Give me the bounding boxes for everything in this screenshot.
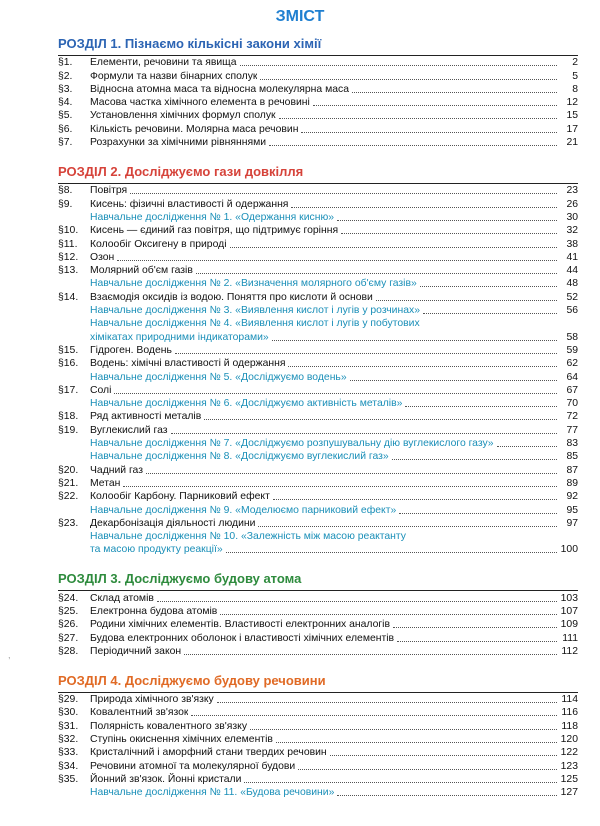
toc-rows: [58, 693, 578, 799]
page-number: 59: [566, 344, 578, 356]
entry-number: §16.: [58, 358, 79, 370]
page-number: 72: [566, 411, 578, 423]
section-2: [58, 161, 578, 556]
toc-entry: [58, 136, 578, 149]
entry-title: Родини хімічних елементів. Властивості електронних аналогів: [90, 619, 390, 631]
leader-dots: [341, 233, 557, 234]
entry-number: §18.: [58, 411, 79, 423]
toc-entry: [58, 197, 578, 210]
study-entry: [58, 330, 578, 343]
study-entry: [58, 397, 578, 410]
entry-number: §29.: [58, 694, 79, 706]
margin-mark: ,: [8, 650, 11, 660]
leader-dots: [184, 654, 557, 655]
page-number: 2: [572, 57, 578, 69]
entry-title: Навчальне дослідження № 2. «Визначення молярного об'єму газів»: [90, 278, 417, 290]
toc-entry: [58, 733, 578, 746]
entry-title: Навчальне дослідження № 9. «Моделюємо парниковий ефект»: [90, 504, 397, 516]
entry-title: та масою продукту реакції»: [90, 544, 223, 556]
study-entry: [58, 437, 578, 450]
leader-dots: [273, 499, 557, 500]
study-entry: [58, 503, 578, 516]
page-number: 100: [560, 544, 578, 556]
leader-dots: [279, 118, 557, 119]
toc-entry: [58, 490, 578, 503]
entry-title: Навчальне дослідження № 4. «Виявлення кислот і лугів у побутових: [90, 318, 420, 330]
toc-entry: [58, 290, 578, 303]
entry-title: Кисень: фізичні властивості й одержання: [90, 198, 289, 210]
page-number: 64: [566, 371, 578, 383]
leader-dots: [288, 366, 557, 367]
toc-entry: [58, 384, 578, 397]
leader-dots: [196, 273, 557, 274]
entry-title: Природа хімічного зв'язку: [90, 694, 214, 706]
entry-title: Навчальне дослідження № 5. «Досліджуємо водень»: [90, 371, 347, 383]
page-number: 122: [560, 747, 578, 759]
entry-number: §27.: [58, 632, 79, 644]
page-number: 92: [566, 491, 578, 503]
entry-title: хімікатах природними індикаторами»: [90, 331, 269, 343]
toc-entry: [58, 746, 578, 759]
page-number: 97: [566, 517, 578, 529]
entry-title: Формули та назви бінарних сполук: [90, 70, 258, 82]
page-number: 23: [566, 185, 578, 197]
entry-title: Навчальне дослідження № 1. «Одержання кисню»: [90, 211, 335, 223]
page-number: 44: [566, 265, 578, 277]
entry-number: §21.: [58, 477, 79, 489]
toc-entry: [58, 591, 578, 604]
study-entry: [58, 543, 578, 556]
entry-title: Колообіг Оксигену в природі: [90, 238, 227, 250]
page-number: 111: [562, 632, 578, 644]
toc-entry: [58, 56, 578, 69]
entry-title: Кристалічний і аморфний стани твердих речовин: [90, 747, 327, 759]
entry-title: Ковалентний зв'язок: [90, 707, 189, 719]
toc-entry: [58, 83, 578, 96]
entry-number: §15.: [58, 344, 79, 356]
entry-number: §33.: [58, 747, 79, 759]
leader-dots: [146, 473, 557, 474]
entry-title: Взаємодія оксидів із водою. Поняття про кислоти й основи: [90, 291, 373, 303]
leader-dots: [114, 393, 557, 394]
entry-number: §6.: [58, 123, 73, 135]
leader-dots: [376, 300, 557, 301]
page-number: 70: [566, 398, 578, 410]
study-entry: [58, 304, 578, 317]
entry-number: §12.: [58, 251, 79, 263]
entry-number: §35.: [58, 773, 79, 785]
entry-number: §28.: [58, 645, 79, 657]
page-number: 52: [566, 291, 578, 303]
page-number: 30: [566, 211, 578, 223]
section-4: [58, 670, 578, 799]
page-number: 118: [561, 720, 578, 732]
leader-dots: [393, 627, 557, 628]
leader-dots: [220, 614, 557, 615]
page-number: 116: [561, 707, 578, 719]
entry-title: Елементи, речовини та явища: [90, 57, 237, 69]
entry-number: §5.: [58, 110, 73, 122]
page-number: 56: [566, 305, 578, 317]
entry-title: Кількість речовини. Молярна маса речовин: [90, 123, 299, 135]
entry-title: Установлення хімічних формул сполук: [90, 110, 276, 122]
entry-title: Озон: [90, 251, 115, 263]
study-entry: [58, 211, 578, 224]
section-heading: РОЗДІЛ 4. Досліджуємо будову речовини: [58, 670, 578, 693]
page-number: 112: [561, 645, 578, 657]
entry-title: Повітря: [90, 185, 128, 197]
leader-dots: [330, 755, 557, 756]
entry-number: §2.: [58, 70, 73, 82]
leader-dots: [276, 742, 557, 743]
section-heading: РОЗДІЛ 3. Досліджуємо будову атома: [58, 568, 578, 591]
page-number: 67: [566, 384, 578, 396]
entry-number: §34.: [58, 760, 79, 772]
leader-dots: [397, 641, 557, 642]
page-number: 109: [560, 619, 578, 631]
page-number: 77: [566, 424, 578, 436]
toc-entry: [58, 759, 578, 772]
leader-dots: [204, 419, 557, 420]
toc-entry: [58, 357, 578, 370]
entry-title: Вуглекислий газ: [90, 424, 168, 436]
page-number: 89: [566, 477, 578, 489]
entry-number: §11.: [58, 238, 78, 250]
entry-number: §13.: [58, 265, 79, 277]
entry-number: §9.: [58, 198, 73, 210]
page-number: 17: [566, 123, 578, 135]
entry-number: §30.: [58, 707, 79, 719]
leader-dots: [191, 715, 557, 716]
entry-number: §3.: [58, 83, 73, 95]
page-title: ЗМІСТ: [275, 8, 325, 25]
page-number: 107: [560, 605, 578, 617]
toc-entry: [58, 423, 578, 436]
entry-title: Декарбонізація діяльності людини: [90, 517, 256, 529]
section-heading: РОЗДІЛ 1. Пізнаємо кількісні закони хімії: [58, 33, 578, 56]
leader-dots: [405, 406, 557, 407]
leader-dots: [291, 207, 557, 208]
page-number: 38: [566, 238, 578, 250]
entry-number: §4.: [58, 97, 73, 109]
entry-title: Відносна атомна маса та відносна молекулярна маса: [90, 83, 349, 95]
entry-title: Періодичний закон: [90, 645, 182, 657]
entry-title: Ступінь окиснення хімічних елементів: [90, 734, 273, 746]
toc-entry: [58, 631, 578, 644]
study-entry: [58, 530, 578, 543]
page-number: 87: [566, 464, 578, 476]
leader-dots: [157, 601, 557, 602]
toc-entry: [58, 109, 578, 122]
page-number: 48: [566, 278, 578, 290]
leader-dots: [352, 92, 557, 93]
entry-title: Чадний газ: [90, 464, 143, 476]
toc-entry: [58, 719, 578, 732]
entry-title: Кисень — єдиний газ повітря, що підтримує горіння: [90, 225, 339, 237]
page-number: 15: [566, 110, 578, 122]
leader-dots: [301, 132, 557, 133]
page-number: 26: [566, 198, 578, 210]
toc-entry: [58, 264, 578, 277]
leader-dots: [350, 380, 557, 381]
page-number: 12: [566, 97, 578, 109]
entry-number: §23.: [58, 517, 79, 529]
toc-entry: [58, 463, 578, 476]
leader-dots: [117, 260, 557, 261]
leader-dots: [260, 79, 557, 80]
entry-title: Гідроген. Водень: [90, 344, 172, 356]
study-entry: [58, 370, 578, 383]
entry-title: Речовини атомної та молекулярної будови: [90, 760, 296, 772]
toc-entry: [58, 773, 578, 786]
toc-rows: [58, 184, 578, 556]
entry-title: Метан: [90, 477, 121, 489]
page-number: 127: [560, 787, 578, 799]
toc-entry: [58, 410, 578, 423]
leader-dots: [230, 247, 558, 248]
entry-title: Склад атомів: [90, 592, 154, 604]
page-number: 123: [560, 760, 578, 772]
entry-number: §10.: [58, 225, 79, 237]
entry-title: Навчальне дослідження № 3. «Виявлення кислот і лугів у розчинах»: [90, 305, 420, 317]
entry-title: Навчальне дослідження № 8. «Досліджуємо вуглекислий газ»: [90, 451, 389, 463]
study-entry: [58, 317, 578, 330]
leader-dots: [497, 446, 557, 447]
page-number: 5: [572, 70, 578, 82]
leader-dots: [313, 105, 557, 106]
study-entry: [58, 450, 578, 463]
toc-entry: [58, 618, 578, 631]
entry-title: Навчальне дослідження № 6. «Досліджуємо активність металів»: [90, 398, 403, 410]
leader-dots: [420, 286, 557, 287]
leader-dots: [258, 526, 557, 527]
entry-number: §19.: [58, 424, 79, 436]
leader-dots: [337, 220, 557, 221]
entry-number: §31.: [58, 720, 79, 732]
study-entry: [58, 786, 578, 799]
entry-number: §24.: [58, 592, 79, 604]
toc-entry: [58, 184, 578, 197]
leader-dots: [250, 729, 557, 730]
entry-number: §25.: [58, 605, 79, 617]
leader-dots: [171, 433, 557, 434]
page-number: 58: [566, 331, 578, 343]
entry-title: Полярність ковалентного зв'язку: [90, 720, 248, 732]
entry-number: §7.: [58, 137, 73, 149]
entry-title: Колообіг Карбону. Парниковий ефект: [90, 491, 270, 503]
toc-entry: [58, 96, 578, 109]
leader-dots: [226, 552, 557, 553]
page-number: 32: [566, 225, 578, 237]
page-number: 41: [566, 251, 578, 263]
entry-number: §26.: [58, 619, 79, 631]
entry-title: Йонний зв'язок. Йонні кристали: [90, 773, 242, 785]
page-number: 8: [572, 83, 578, 95]
page-number: 95: [566, 504, 578, 516]
entry-title: Ряд активності металів: [90, 411, 202, 423]
toc-entry: [58, 706, 578, 719]
entry-title: Солі: [90, 384, 112, 396]
entry-number: §1.: [58, 57, 73, 69]
toc-entry: [58, 122, 578, 135]
page-number: 62: [566, 358, 578, 370]
entry-title: Водень: хімічні властивості й одержання: [90, 358, 286, 370]
leader-dots: [269, 145, 557, 146]
toc-entry: [58, 69, 578, 82]
entry-number: §8.: [58, 185, 73, 197]
toc-rows: [58, 591, 578, 657]
page-number: 125: [560, 773, 578, 785]
entry-title: Навчальне дослідження № 7. «Досліджуємо розпушувальну дію вуглекислого газу»: [90, 438, 494, 450]
entry-number: §20.: [58, 464, 79, 476]
page-number: 120: [560, 734, 578, 746]
toc-entry: [58, 517, 578, 530]
leader-dots: [244, 782, 557, 783]
toc-entry: [58, 237, 578, 250]
entry-number: §14.: [58, 291, 79, 303]
entry-title: Навчальне дослідження № 10. «Залежність між масою реактанту: [90, 531, 406, 543]
section-1: [58, 33, 578, 149]
page-number: 103: [560, 592, 578, 604]
toc-entry: [58, 477, 578, 490]
toc-rows: [58, 56, 578, 149]
leader-dots: [217, 702, 557, 703]
leader-dots: [423, 313, 557, 314]
page-number: 83: [566, 438, 578, 450]
leader-dots: [175, 353, 557, 354]
toc-entry: [58, 224, 578, 237]
toc-entry: [58, 605, 578, 618]
toc-entry: [58, 251, 578, 264]
page-number: 114: [561, 694, 578, 706]
entry-title: Навчальне дослідження № 11. «Будова речовини»: [90, 787, 335, 799]
study-entry: [58, 277, 578, 290]
leader-dots: [240, 65, 557, 66]
entry-title: Масова частка хімічного елемента в речовині: [90, 97, 310, 109]
page-number: 21: [566, 137, 578, 149]
entry-number: §22.: [58, 491, 79, 503]
entry-title: Розрахунки за хімічними рівняннями: [90, 137, 267, 149]
page-number: 85: [566, 451, 578, 463]
leader-dots: [123, 486, 557, 487]
toc-entry: [58, 645, 578, 658]
section-3: [58, 568, 578, 657]
entry-title: Будова електронних оболонок і властивості хімічних елементів: [90, 632, 395, 644]
entry-title: Молярний об'єм газів: [90, 265, 193, 277]
entry-number: §32.: [58, 734, 79, 746]
leader-dots: [130, 193, 557, 194]
toc-entry: [58, 344, 578, 357]
toc-entry: [58, 693, 578, 706]
entry-title: Електронна будова атомів: [90, 605, 218, 617]
leader-dots: [298, 769, 557, 770]
leader-dots: [272, 340, 557, 341]
leader-dots: [337, 795, 557, 796]
section-heading: РОЗДІЛ 2. Досліджуємо гази довкілля: [58, 161, 578, 184]
entry-number: §17.: [58, 384, 79, 396]
leader-dots: [399, 513, 557, 514]
leader-dots: [392, 459, 557, 460]
